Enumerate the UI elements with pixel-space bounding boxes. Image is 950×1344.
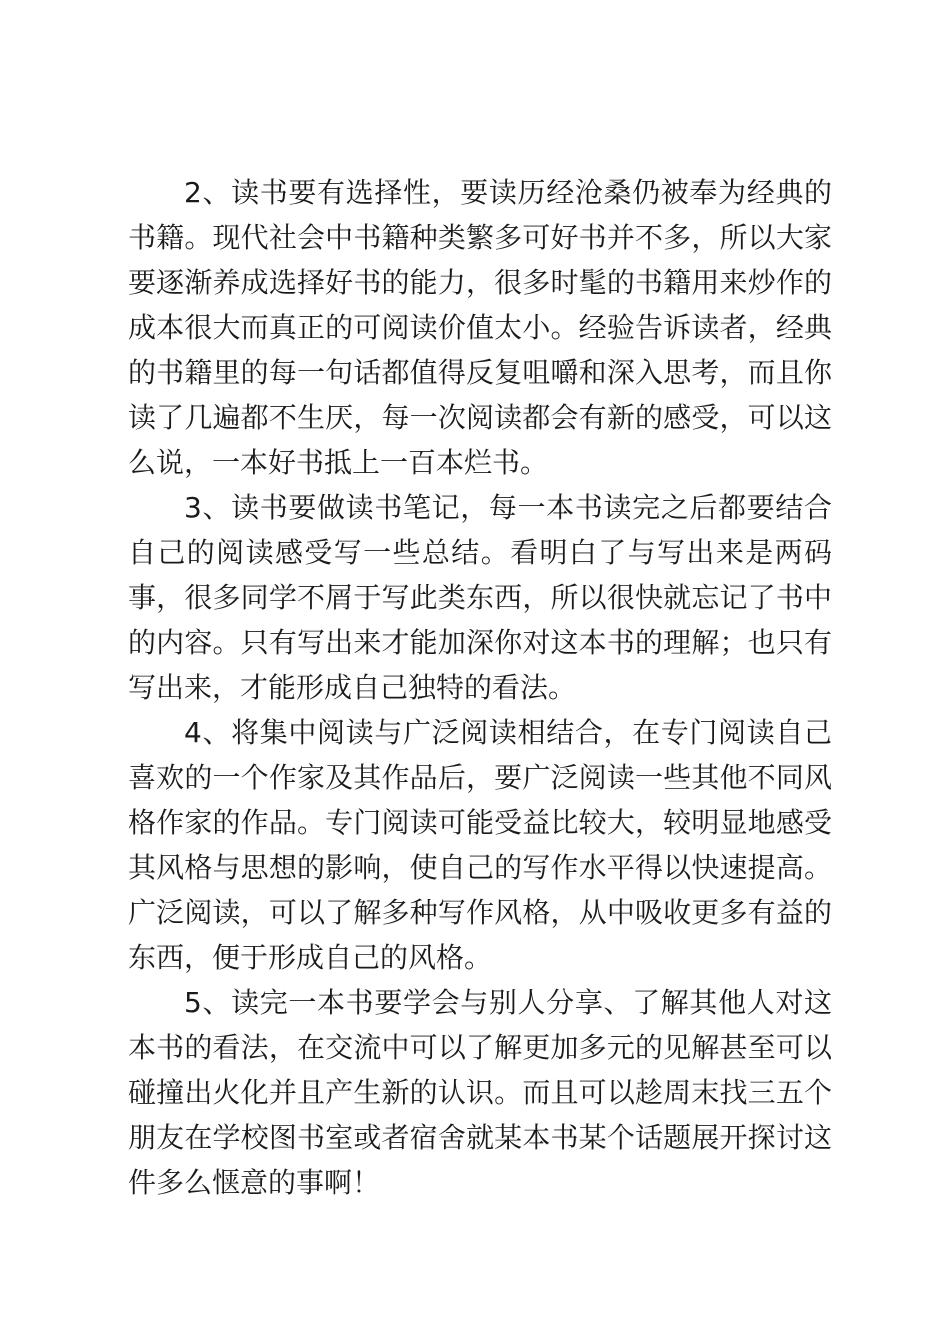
paragraph-5: 5、读完一本书要学会与别人分享、了解其他人对这本书的看法，在交流中可以了解更加多元的见解甚至可以碰撞出火化并且产生新的认识。而且可以趁周末找三五个朋友在学校图书室或者宿舍就某本书某个话题展开探讨这件多么惬意的事啊！: [128, 986, 832, 1199]
paragraph-2: 2、读书要有选择性，要读历经沧桑仍被奉为经典的书籍。现代社会中书籍种类繁多可好书并不多，所以大家要逐渐养成选择好书的能力，很多时髦的书籍用来炒作的成本很大而真正的可阅读价值太小。经验告诉读者，经典的书籍里的每一句话都值得反复咀嚼和深入思考，而且你读了几遍都不生厌，每一次阅读都会有新的感受，可以这么说，一本好书抵上一百本烂书。: [128, 176, 832, 479]
document-body: [128, 170, 832, 1205]
paragraph-4: 4、将集中阅读与广泛阅读相结合，在专门阅读自己喜欢的一个作家及其作品后，要广泛阅读一些其他不同风格作家的作品。专门阅读可能受益比较大，较明显地感受其风格与思想的影响，使自己的写作水平得以快速提高。广泛阅读，可以了解多种写作风格，从中吸收更多有益的东西，便于形成自己的风格。: [128, 716, 832, 974]
paragraph-3: 3、读书要做读书笔记，每一本书读完之后都要结合自己的阅读感受写一些总结。看明白了与写出来是两码事，很多同学不屑于写此类东西，所以很快就忘记了书中的内容。只有写出来才能加深你对这本书的理解；也只有写出来，才能形成自己独特的看法。: [128, 491, 832, 704]
